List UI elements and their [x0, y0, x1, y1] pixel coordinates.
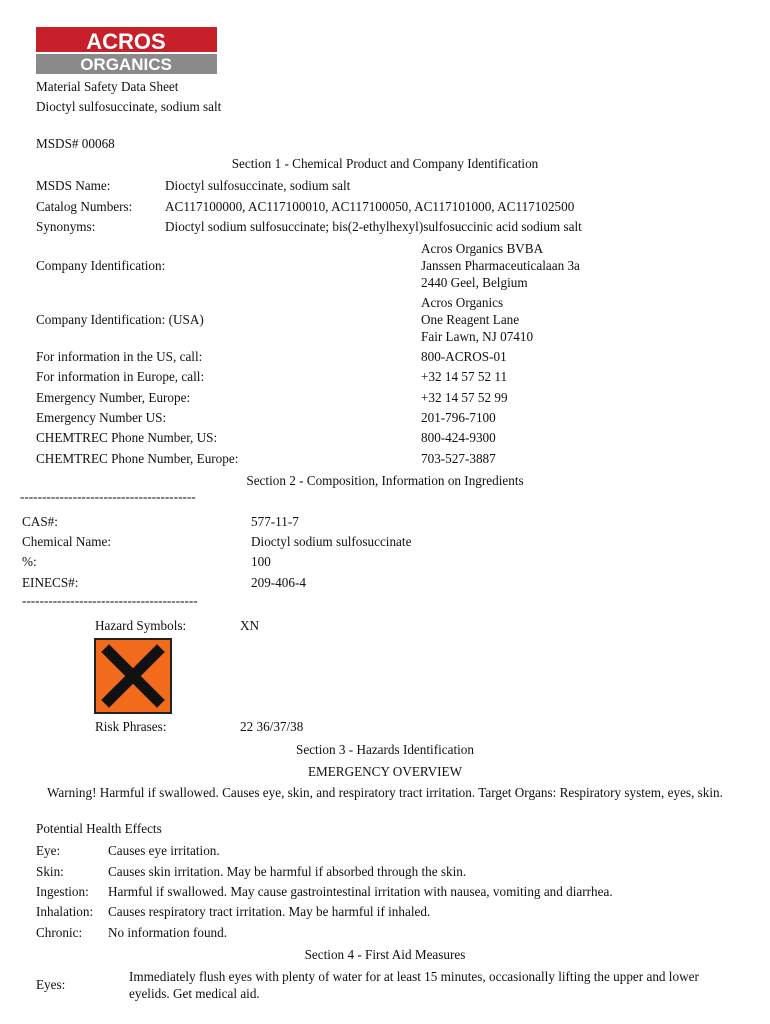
catalog-numbers-label: Catalog Numbers:: [36, 199, 133, 214]
emergency-overview-text: Warning! Harmful if swallowed. Causes eye, skin, and respiratory tract irritation. Target Organs: Respiratory system, eyes, skin.: [47, 785, 723, 800]
chemical-name-label: Chemical Name:: [22, 534, 111, 549]
logo-line1: ACROS: [86, 29, 166, 54]
emergency-overview-title: EMERGENCY OVERVIEW: [307, 764, 463, 779]
logo-line2: ORGANICS: [80, 55, 172, 74]
phone-label: CHEMTREC Phone Number, Europe:: [36, 451, 239, 466]
percent-value: 100: [251, 554, 271, 569]
product-name: Dioctyl sulfosuccinate, sodium salt: [36, 99, 222, 114]
company-line: 2440 Geel, Belgium: [421, 275, 528, 290]
risk-phrases-label: Risk Phrases:: [95, 719, 167, 734]
company-usa-line: Fair Lawn, NJ 07410: [421, 329, 534, 344]
phone-value: 703-527-3887: [421, 451, 496, 466]
einecs-value: 209-406-4: [251, 575, 306, 590]
effect-label: Ingestion:: [36, 884, 89, 899]
percent-label: %:: [22, 554, 37, 569]
cas-label: CAS#:: [22, 514, 58, 529]
phone-label: Emergency Number US:: [36, 410, 167, 425]
company-usa-label: Company Identification: (USA): [36, 312, 204, 327]
risk-phrases-value: 22 36/37/38: [240, 719, 304, 734]
einecs-label: EINECS#:: [22, 575, 79, 590]
effect-value: Causes respiratory tract irritation. May be harmful if inhaled.: [108, 904, 431, 919]
msds-number: MSDS# 00068: [36, 136, 115, 151]
hazard-symbols-value: XN: [240, 618, 260, 633]
company-line: Janssen Pharmaceuticalaan 3a: [421, 258, 580, 273]
section3-title: Section 3 - Hazards Identification: [296, 742, 474, 757]
hazard-symbols-label: Hazard Symbols:: [95, 618, 187, 633]
effect-label: Eye:: [36, 843, 61, 858]
company-usa-line: Acros Organics: [421, 295, 504, 310]
company-line: Acros Organics BVBA: [421, 241, 544, 256]
effect-value: No information found.: [108, 925, 228, 940]
effect-value: Causes skin irritation. May be harmful if absorbed through the skin.: [108, 864, 467, 879]
divider-bottom: ----------------------------------------: [22, 593, 198, 608]
phone-value: +32 14 57 52 99: [421, 390, 508, 405]
effect-label: Chronic:: [36, 925, 83, 940]
phone-value: +32 14 57 52 11: [421, 369, 508, 384]
phone-label: Emergency Number, Europe:: [36, 390, 191, 405]
msds-name-value: Dioctyl sulfosuccinate, sodium salt: [165, 178, 351, 193]
effect-label: Inhalation:: [36, 904, 94, 919]
document-title: Material Safety Data Sheet: [36, 79, 179, 94]
synonyms-value: Dioctyl sodium sulfosuccinate; bis(2-ethylhexyl)sulfosuccinic acid sodium salt: [165, 219, 582, 234]
phone-label: For information in Europe, call:: [36, 369, 205, 384]
effect-label: Skin:: [36, 864, 64, 879]
phone-label: CHEMTREC Phone Number, US:: [36, 430, 218, 445]
chemical-name-value: Dioctyl sodium sulfosuccinate: [251, 534, 412, 549]
eyes-first-aid-text: Immediately flush eyes with plenty of water for at least 15 minutes, occasionally lifting the upper and lower eyelids. Get medical aid.: [129, 969, 699, 1001]
section1-title: Section 1 - Chemical Product and Company Identification: [231, 156, 539, 171]
synonyms-label: Synonyms:: [36, 219, 96, 234]
company-id-label: Company Identification:: [36, 258, 166, 273]
effect-value: Causes eye irritation.: [108, 843, 220, 858]
acros-organics-logo: [36, 27, 217, 74]
catalog-numbers-value: AC117100000, AC117100010, AC117100050, AC117101000, AC117102500: [165, 199, 575, 214]
section4-title: Section 4 - First Aid Measures: [304, 947, 466, 962]
phone-value: 201-796-7100: [421, 410, 496, 425]
divider-top: ----------------------------------------: [20, 489, 196, 504]
msds-name-label: MSDS Name:: [36, 178, 111, 193]
eyes-label: Eyes:: [36, 977, 66, 992]
cas-value: 577-11-7: [251, 514, 299, 529]
phone-value: 800-424-9300: [421, 430, 496, 445]
company-usa-line: One Reagent Lane: [421, 312, 520, 327]
phone-label: For information in the US, call:: [36, 349, 203, 364]
effect-value: Harmful if swallowed. May cause gastrointestinal irritation with nausea, vomiting and diarrhea.: [108, 884, 613, 899]
potential-health-effects-title: Potential Health Effects: [36, 821, 162, 836]
harmful-xn-icon: [94, 638, 172, 714]
phone-value: 800-ACROS-01: [421, 349, 507, 364]
section2-title: Section 2 - Composition, Information on Ingredients: [246, 473, 524, 488]
